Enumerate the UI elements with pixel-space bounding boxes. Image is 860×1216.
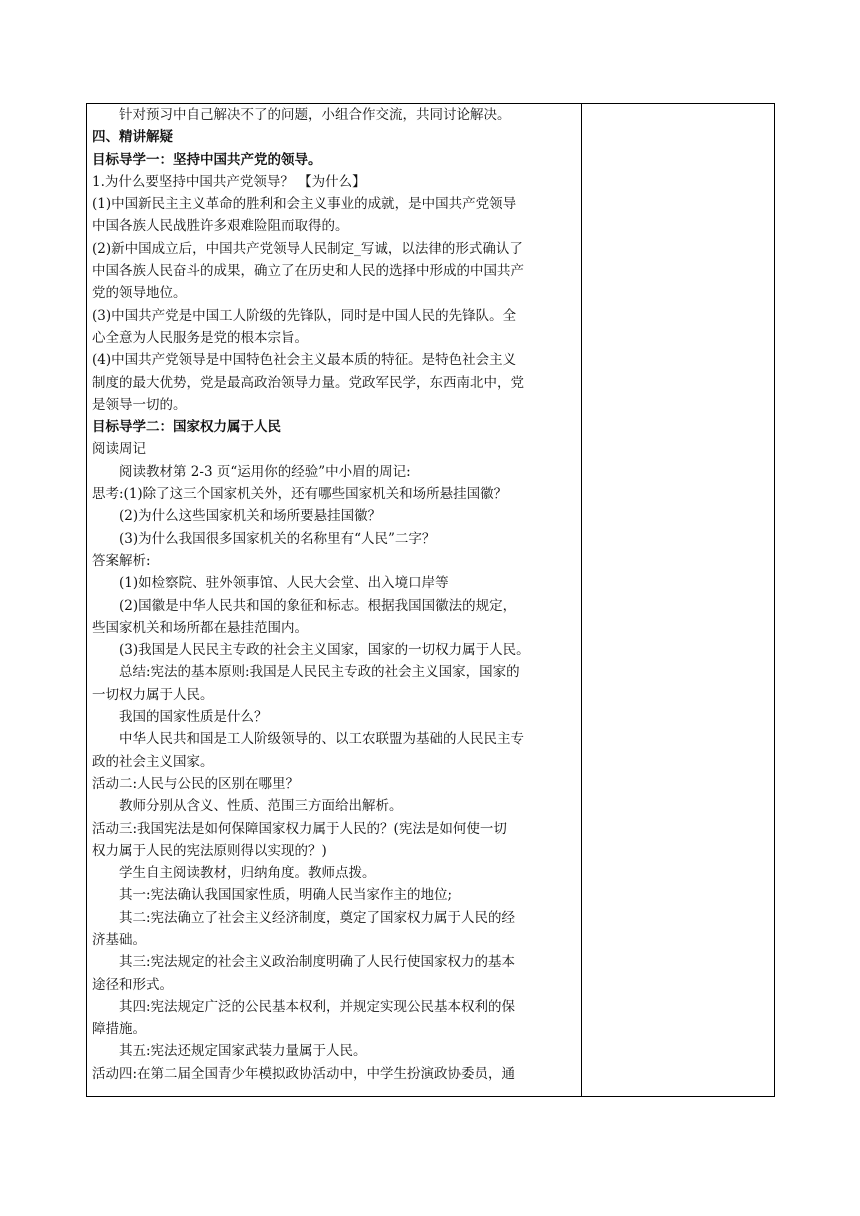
- text-line: 1.为什么要坚持中国共产党领导？ 【为什么】: [92, 173, 366, 190]
- section-heading: 目标导学二：国家权力属于人民: [92, 419, 281, 436]
- section-heading: 目标导学一：坚持中国共产党的领导。: [92, 151, 322, 168]
- text-line: 学生自主阅读教材，归纳角度。教师点拨。: [119, 865, 376, 882]
- text-line: 其二:宪法确立了社会主义经济制度，奠定了国家权力属于人民的经: [119, 909, 516, 926]
- lesson-plan-table: [86, 103, 775, 1097]
- text-line: 党的领导地位。: [92, 285, 187, 302]
- text-line: (2)为什么这些国家机关和场所要悬挂国徽？: [119, 508, 382, 525]
- text-line: 些国家机关和场所都在悬挂范围内。: [92, 619, 308, 636]
- text-line: 针对预习中自己解决不了的问题，小组合作交流，共同讨论解决。: [119, 107, 511, 123]
- lesson-content: [87, 104, 581, 1085]
- text-line: (1)中国新民主主义革命的胜利和会主义事业的成就，是中国共产党领导: [92, 196, 517, 213]
- section-heading: 四、精讲解疑: [92, 129, 173, 146]
- text-line: 一切权力属于人民。: [92, 686, 214, 703]
- text-line: 心全意为人民服务是党的根本宗旨。: [92, 329, 308, 346]
- text-line: 是领导一切的。: [92, 396, 187, 413]
- text-line: 总结:宪法的基本原则:我国是人民民主专政的社会主义国家，国家的: [119, 664, 520, 681]
- text-line: (1)如检察院、驻外领事馆、人民大会堂、出入境口岸等: [119, 575, 449, 592]
- text-line: 途径和形式。: [92, 976, 173, 993]
- notes-cell: [582, 104, 775, 1097]
- text-line: 教师分别从含义、性质、范围三方面给出解析。: [119, 798, 403, 815]
- text-line: 制度的最大优势，党是最高政治领导力量。党政军民学，东西南北中，党: [92, 374, 524, 391]
- text-line: 活动三:我国宪法是如何保障国家权力属于人民的？(宪法是如何使一切: [92, 820, 507, 837]
- text-line: (3)我国是人民民主专政的社会主义国家，国家的一切权力属于人民。: [119, 642, 530, 659]
- text-line: (2)国徽是中华人民共和国的象征和标志。根据我国国徽法的规定，: [119, 597, 517, 614]
- text-line: 中国各族人民战胜许多艰难险阻而取得的。: [92, 218, 349, 235]
- text-line: 我国的国家性质是什么？: [119, 709, 268, 726]
- text-line: 济基础。: [92, 931, 146, 948]
- text-line: (2)新中国成立后，中国共产党领导人民制定_写诚，以法律的形式确认了: [92, 240, 523, 257]
- text-line: 活动二:人民与公民的区别在哪里？: [92, 775, 300, 792]
- text-line: 障措施。: [92, 1021, 146, 1038]
- text-line: 思考:(1)除了这三个国家机关外，还有哪些国家机关和场所悬挂国徽？: [92, 486, 508, 503]
- text-line: (3)为什么我国很多国家机关的名称里有“人民”二字？: [119, 530, 436, 547]
- text-line: 答案解析:: [92, 552, 151, 569]
- text-line: 其五:宪法还规定国家武装力量属于人民。: [119, 1043, 367, 1060]
- table-row: [87, 104, 775, 1097]
- text-line: 其一:宪法确认我国国家性质，明确人民当家作主的地位;: [119, 887, 453, 904]
- text-line: (3)中国共产党是中国工人阶级的先锋队，同时是中国人民的先锋队。全: [92, 307, 517, 324]
- lesson-content-cell: [87, 104, 582, 1097]
- text-line: 政的社会主义国家。: [92, 753, 214, 770]
- text-line: 中国各族人民奋斗的成果，确立了在历史和人民的选择中形成的中国共产: [92, 263, 524, 280]
- text-line: 阅读周记: [92, 441, 146, 458]
- text-line: 中华人民共和国是工人阶级领导的、以工农联盟为基础的人民民主专: [119, 731, 524, 748]
- text-line: 其四:宪法规定广泛的公民基本权利，并规定实现公民基本权利的保: [119, 998, 516, 1015]
- text-line: 权力属于人民的宪法原则得以实现的？): [92, 842, 327, 859]
- text-line: 其三:宪法规定的社会主义政治制度明确了人民行使国家权力的基本: [119, 954, 516, 971]
- text-line: 活动四:在第二届全国青少年模拟政协活动中，中学生扮演政协委员，通: [92, 1065, 516, 1082]
- text-line: (4)中国共产党领导是中国特色社会主义最本质的特征。是特色社会主义: [92, 352, 517, 369]
- text-line: 阅读教材第 2-3 页“运用你的经验”中小眉的周记:: [119, 463, 411, 480]
